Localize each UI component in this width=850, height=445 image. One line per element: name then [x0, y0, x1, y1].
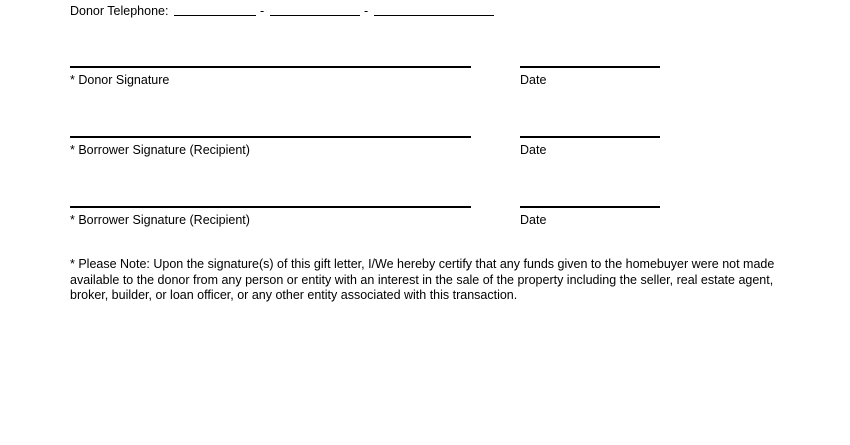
donor-signature-line[interactable]: [70, 66, 471, 68]
donor-telephone-area-code-field[interactable]: [174, 15, 256, 16]
borrower-signature-label-1: * Borrower Signature (Recipient): [70, 143, 250, 157]
borrower-signature-line-2[interactable]: [70, 206, 471, 208]
borrower-signature-date-line-2[interactable]: [520, 206, 660, 208]
donor-signature-date-line[interactable]: [520, 66, 660, 68]
telephone-separator-1: -: [260, 4, 265, 18]
donor-telephone-prefix-field[interactable]: [270, 15, 360, 16]
donor-signature-date-label: Date: [520, 73, 547, 87]
telephone-separator-2: -: [364, 4, 369, 18]
donor-telephone-label: Donor Telephone:: [70, 4, 169, 18]
borrower-signature-label-2: * Borrower Signature (Recipient): [70, 213, 250, 227]
borrower-signature-date-line-1[interactable]: [520, 136, 660, 138]
donor-telephone-line-number-field[interactable]: [374, 15, 494, 16]
borrower-signature-date-label-1: Date: [520, 143, 547, 157]
donor-signature-label: * Donor Signature: [70, 73, 170, 87]
borrower-signature-line-1[interactable]: [70, 136, 471, 138]
borrower-signature-date-label-2: Date: [520, 213, 547, 227]
certification-note: * Please Note: Upon the signature(s) of this gift letter, I/We hereby certify that any funds given to the homebuyer were not made available to the donor from any person or entity with an interest in the sale of the property including the seller, real estate agent, broker, builder, or loan officer, or any other entity associated with this transaction.: [70, 257, 775, 302]
